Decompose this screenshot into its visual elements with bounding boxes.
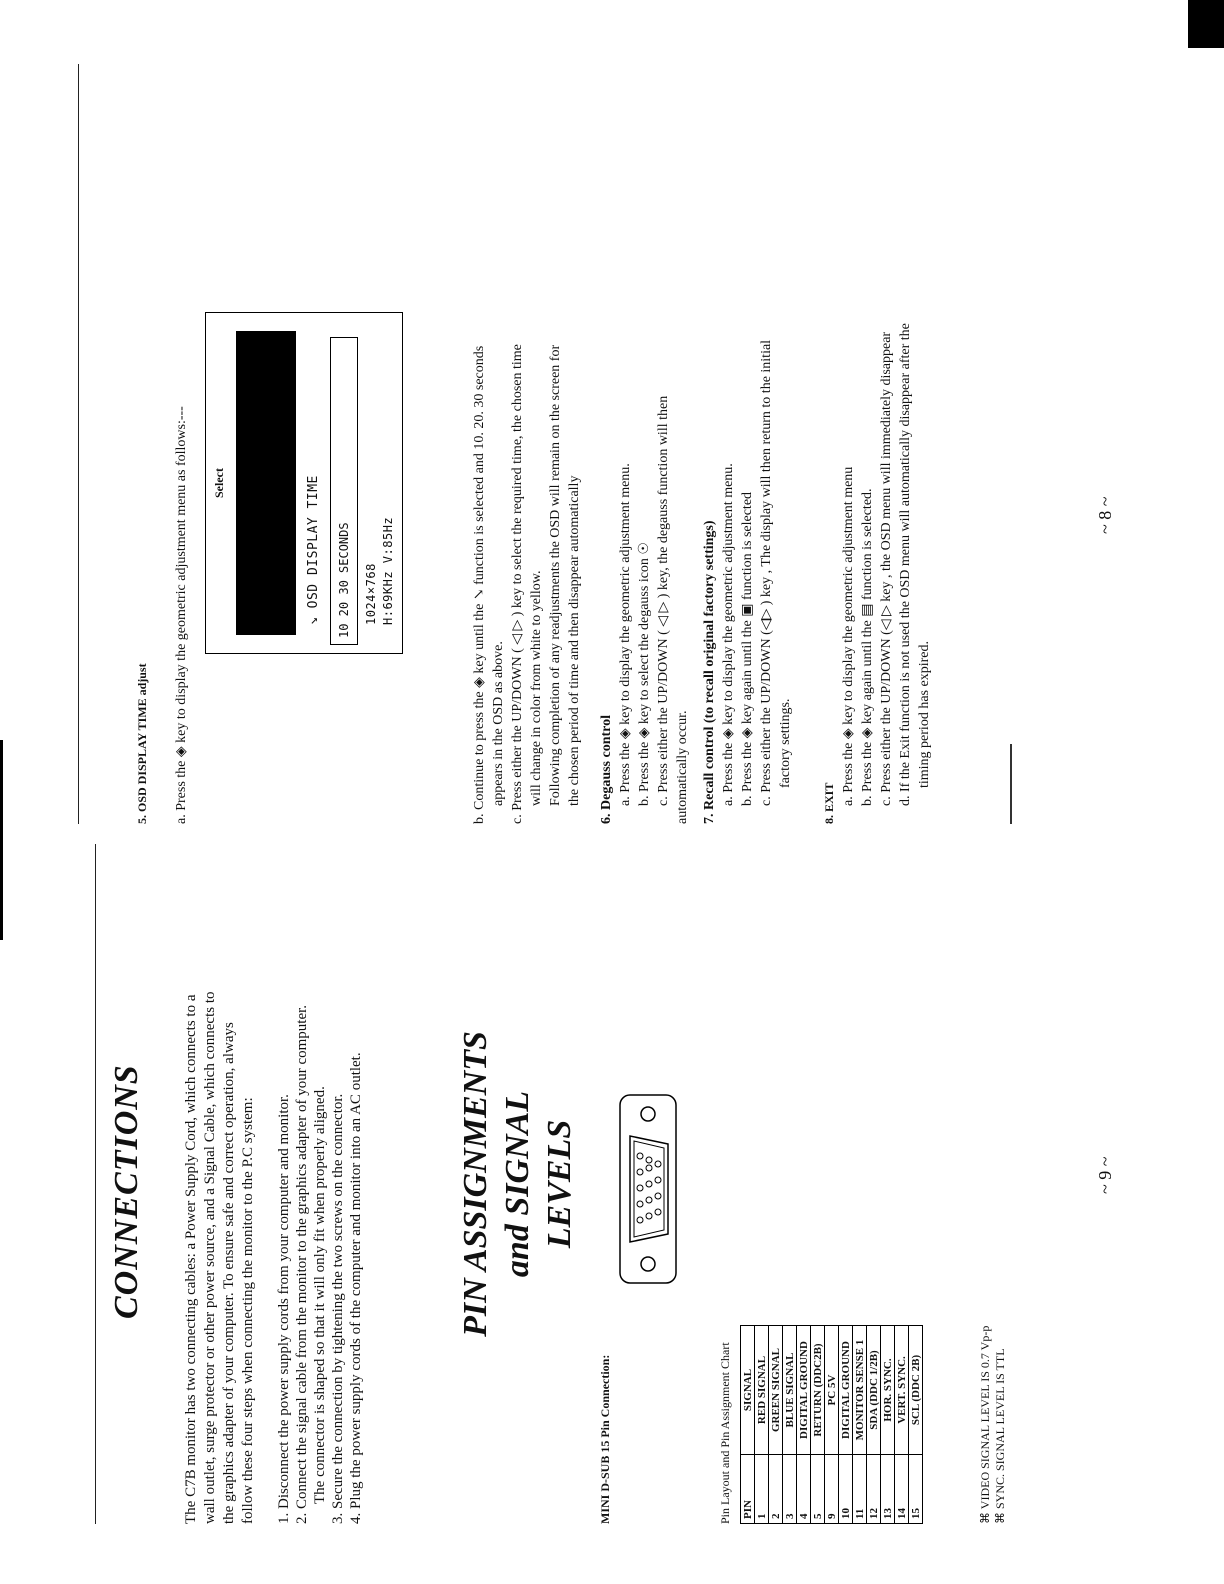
pin-number-cell: 14 bbox=[895, 1455, 909, 1524]
step-3: 3. Secure the connection by tightening the two screws on the connector. bbox=[330, 1093, 346, 1524]
step-c-note-cont: the chosen period of time and then disappear automatically bbox=[567, 475, 582, 806]
step-c-line: c. Press either the UP/DOWN ( ◁ ▷ ) key to select the required time, the chosen time bbox=[510, 344, 525, 824]
signal-notes bbox=[978, 1326, 1008, 1524]
pin-signal-cell: SCL (DDC 2B) bbox=[909, 1326, 923, 1455]
page-number-8: ~ 8 ~ bbox=[1095, 496, 1115, 534]
note-sync: ⌘ SYNC. SIGNAL LEVEL IS TTL bbox=[993, 1348, 1007, 1524]
pin-title-line2: and SIGNAL LEVELS bbox=[499, 1090, 578, 1278]
table-row bbox=[755, 1326, 769, 1524]
page-9 bbox=[0, 784, 1224, 1584]
osd-display-time-item: ↘ OSD DISPLAY TIME bbox=[306, 475, 321, 625]
note-video: ⌘ VIDEO SIGNAL LEVEL IS 0.7 Vp-p bbox=[978, 1325, 992, 1524]
pin-number-cell: 9 bbox=[825, 1455, 839, 1524]
section-6-line: b. Press the ◈ key to select the degauss icon ☉ bbox=[637, 542, 652, 806]
pin-signal-cell: RETURN (DDC2B) bbox=[811, 1326, 825, 1455]
page-number-9: ~ 9 ~ bbox=[1095, 1156, 1115, 1194]
pin-signal-cell: HOR. SYNC. bbox=[881, 1326, 895, 1455]
pin-number-cell: 11 bbox=[853, 1455, 867, 1524]
pin-signal-cell: DIGITAL GROUND bbox=[797, 1326, 811, 1455]
section-5-steps-bc bbox=[470, 24, 584, 824]
intro-line: the graphics adapter of your computer. To ensure safe and correct operation, always bbox=[221, 1022, 237, 1524]
pin-signal-cell: BLUE SIGNAL bbox=[783, 1326, 797, 1455]
step-c-cont: will change in color from white to yellow. bbox=[529, 570, 544, 806]
osd-menu-box bbox=[205, 312, 403, 654]
section-5-title: 5. OSD DISPLAY TIME adjust bbox=[135, 663, 149, 824]
connection-steps bbox=[275, 784, 365, 1524]
pin-signal-cell: DIGITAL GROUND bbox=[839, 1326, 853, 1455]
section-7-line: b. Press the ◈ key again until the ▣ function is selected bbox=[740, 491, 755, 806]
pin-number-cell: 12 bbox=[867, 1455, 881, 1524]
step-2: 2. Connect the signal cable from the monitor to the graphics adapter of your computer. bbox=[294, 1004, 310, 1524]
page-9-top-rule bbox=[95, 844, 96, 1524]
section-8-line: b. Press the ◈ key again until the ▤ function is selected. bbox=[860, 488, 875, 806]
pin-chart-label: Pin Layout and Pin Assignment Chart bbox=[718, 1342, 732, 1524]
section-7-recall bbox=[700, 24, 795, 824]
pin-signal-cell: VERT. SYNC. bbox=[895, 1326, 909, 1455]
connections-intro bbox=[182, 844, 258, 1524]
table-row bbox=[783, 1326, 797, 1524]
pin-signal-cell: GREEN SIGNAL bbox=[769, 1326, 783, 1455]
table-row bbox=[825, 1326, 839, 1524]
pin-signal-cell: MONITOR SENSE 1 bbox=[853, 1326, 867, 1455]
pin-number-cell: 2 bbox=[769, 1455, 783, 1524]
header-signal: SIGNAL bbox=[741, 1326, 755, 1455]
pin-number-cell: 4 bbox=[797, 1455, 811, 1524]
section-7-line: factory settings. bbox=[778, 698, 793, 788]
pin-signal-cell: PC 5V bbox=[825, 1326, 839, 1455]
step-2-note: The connector is shaped so that it will only fit when properly aligned. bbox=[312, 1086, 328, 1504]
section-6-line: c. Press either the UP/DOWN ( ◁ ▷ ) key, the degauss function will then bbox=[656, 395, 671, 806]
intro-line: follow these four steps when connecting the monitor to the P.C system: bbox=[240, 1097, 256, 1524]
section-6-title: 6. Degauss control bbox=[599, 714, 614, 824]
osd-resolution: 1024×768 bbox=[364, 563, 378, 625]
dsub-connector-icon bbox=[612, 1094, 682, 1284]
header-pin: PIN bbox=[741, 1455, 755, 1524]
section-6-degauss bbox=[597, 24, 692, 824]
table-row bbox=[853, 1326, 867, 1524]
pin-table-body bbox=[741, 1326, 923, 1524]
section-7-title: 7. Recall control (to recall original factory settings) bbox=[702, 520, 717, 824]
section-8-line: d. If the Exit function is not used the OSD menu will automatically disappear after the bbox=[898, 323, 913, 806]
section-8-exit bbox=[820, 24, 934, 824]
table-row bbox=[797, 1326, 811, 1524]
section-8-line: a. Press the ◈ key to display the geometric adjustment menu bbox=[841, 466, 856, 806]
pin-assignment-table bbox=[740, 1325, 923, 1524]
section-6-line: automatically occur. bbox=[675, 710, 690, 824]
table-header-row bbox=[741, 1326, 755, 1524]
section-8-line: timing period has expired. bbox=[917, 641, 932, 788]
pin-number-cell: 10 bbox=[839, 1455, 853, 1524]
connector-label: MINI D-SUB 15 Pin Connection: bbox=[598, 1354, 612, 1524]
table-row bbox=[867, 1326, 881, 1524]
table-row bbox=[769, 1326, 783, 1524]
osd-seconds-options: 10 20 30 SECONDS bbox=[330, 337, 358, 645]
section-7-line: c. Press either the UP/DOWN (◁▷ ) key , The display will then return to the initial bbox=[759, 339, 774, 806]
intro-line: The C7B monitor has two connecting cables: a Power Supply Cord, which connects to a bbox=[183, 994, 199, 1524]
step-b-line: b. Continue to press the ◈ key until the ↘ function is selected and 10. 20. 30 seconds bbox=[472, 345, 487, 824]
connections-title: CONNECTIONS bbox=[108, 1064, 145, 1319]
section-6-line: a. Press the ◈ key to display the geometric adjustment menu. bbox=[618, 463, 633, 806]
section-5-step-a: a. Press the ◈ key to display the geometric adjustment menu as follows:--- bbox=[174, 406, 189, 824]
table-row bbox=[839, 1326, 853, 1524]
intro-line: wall outlet, surge protector or other power source, and a Signal Cable, which connects to bbox=[202, 991, 218, 1524]
section-8-title: 8. EXIT bbox=[822, 782, 836, 824]
pin-title-line1: PIN ASSIGNMENTS bbox=[457, 1031, 494, 1337]
section-7-line: a. Press the ◈ key to display the geometric adjustment menu. bbox=[721, 463, 736, 806]
osd-frequency: H:69KHz V:85Hz bbox=[381, 516, 395, 625]
pin-signal-cell: RED SIGNAL bbox=[755, 1326, 769, 1455]
pin-number-cell: 15 bbox=[909, 1455, 923, 1524]
pin-number-cell: 3 bbox=[783, 1455, 797, 1524]
pin-number-cell: 13 bbox=[881, 1455, 895, 1524]
osd-select-label: Select bbox=[212, 468, 226, 498]
step-b-cont: appears in the OSD as above. bbox=[491, 641, 506, 806]
section-8-line: c. Press either the UP/DOWN (◁ ▷ key , the OSD menu will immediately disappear bbox=[879, 331, 894, 806]
osd-icon-area bbox=[236, 331, 296, 635]
step-1: 1. Disconnect the power supply cords from your computer and monitor. bbox=[276, 1094, 292, 1524]
step-c-note: Following completion of any readjustments the OSD will remain on the screen for bbox=[548, 344, 563, 806]
step-4: 4. Plug the power supply cords of the computer and monitor into an AC outlet. bbox=[348, 1052, 364, 1524]
pin-number-cell: 1 bbox=[755, 1455, 769, 1524]
pin-assignments-title bbox=[455, 1024, 581, 1344]
pin-number-cell: 5 bbox=[811, 1455, 825, 1524]
table-row bbox=[909, 1326, 923, 1524]
table-row bbox=[895, 1326, 909, 1524]
table-row bbox=[811, 1326, 825, 1524]
table-row bbox=[881, 1326, 895, 1524]
page-8-top-rule bbox=[78, 64, 79, 824]
pin-signal-cell: SDA (DDC 1/2B) bbox=[867, 1326, 881, 1455]
